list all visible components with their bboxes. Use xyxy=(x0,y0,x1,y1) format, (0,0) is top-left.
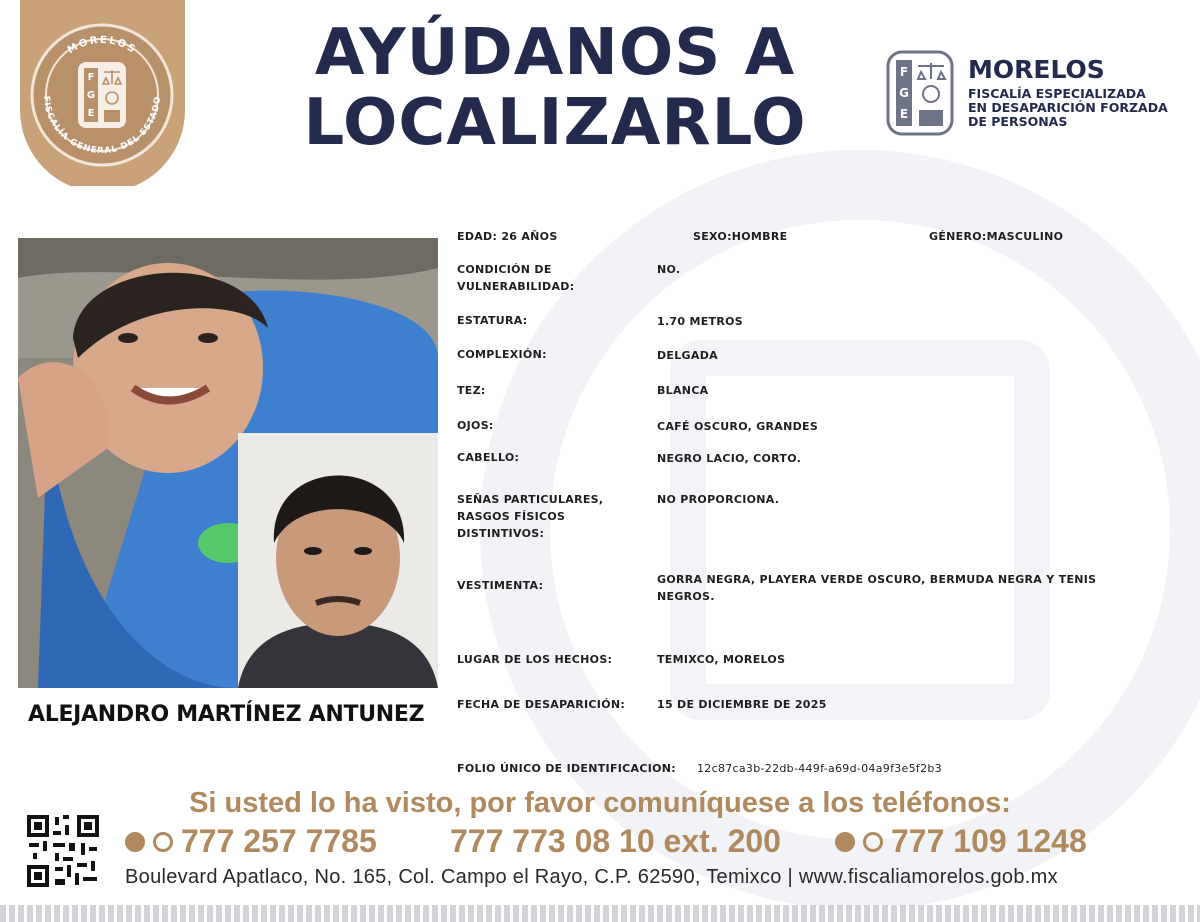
detail-label: LUGAR DE LOS HECHOS: xyxy=(457,653,613,666)
agency-name: MORELOS xyxy=(968,55,1105,84)
phone-number[interactable]: 777 257 7785 xyxy=(181,823,377,859)
svg-text:FISCALÍA GENERAL DEL ESTADO: FISCALÍA GENERAL DEL ESTADO xyxy=(40,95,164,157)
svg-text:G: G xyxy=(899,86,909,100)
detail-label: FECHA DE DESAPARICIÓN: xyxy=(457,698,626,711)
headline-line-2: LOCALIZARLO xyxy=(303,86,807,160)
phone-3[interactable] xyxy=(835,823,1087,860)
sex-field: SEXO:HOMBRE xyxy=(693,230,788,243)
svg-text:F: F xyxy=(87,72,95,83)
detail-value: TEMIXCO, MORELOS xyxy=(657,653,786,666)
age-field: EDAD: 26 AÑOS xyxy=(457,230,558,243)
detail-value: GORRA NEGRA, PLAYERA VERDE OSCURO, BERMUDA NEGRA Y TENIS NEGROS. xyxy=(657,573,1097,603)
agency-subtitle-line: FISCALÍA ESPECIALIZADA xyxy=(968,86,1146,101)
person-photo-inset xyxy=(238,433,438,688)
folio-value: 12c87ca3b-22db-449f-a69d-04a9f3e5f2b3 xyxy=(697,762,942,775)
fge-badge-logo xyxy=(20,0,185,186)
qr-code-icon[interactable] xyxy=(25,813,101,889)
detail-value: CAFÉ OSCURO, GRANDES xyxy=(657,420,819,433)
svg-text:E: E xyxy=(87,108,95,119)
svg-text:F: F xyxy=(899,65,909,79)
detail-value: 1.70 METROS xyxy=(657,315,743,328)
detail-value: NO PROPORCIONA. xyxy=(657,493,780,506)
svg-text:MORELOS: MORELOS xyxy=(65,34,139,57)
missing-person-name: ALEJANDRO MARTÍNEZ ANTUNEZ xyxy=(28,702,425,727)
headline-line-1: AYÚDANOS A xyxy=(314,16,796,90)
detail-label: CONDICIÓN DE VULNERABILIDAD: xyxy=(457,263,575,293)
folio-label: FOLIO ÚNICO DE IDENTIFICACION: xyxy=(457,762,676,775)
agency-subtitle-line: EN DESAPARICIÓN FORZADA xyxy=(968,100,1168,115)
detail-value: DELGADA xyxy=(657,349,718,362)
call-to-action: Si usted lo ha visto, por favor comuníquese a los teléfonos: xyxy=(189,787,1011,819)
detail-label: VESTIMENTA: xyxy=(457,579,544,592)
detail-value: NO. xyxy=(657,263,681,276)
whatsapp-icon xyxy=(153,832,173,852)
detail-label: ESTATURA: xyxy=(457,314,528,327)
detail-value: BLANCA xyxy=(657,384,709,397)
details-panel xyxy=(457,0,1157,800)
svg-text:E: E xyxy=(899,107,909,121)
phone-number[interactable]: 777 109 1248 xyxy=(891,823,1087,859)
detail-label: OJOS: xyxy=(457,419,494,432)
detail-label: SEÑAS PARTICULARES, RASGOS FÍSICOS DISTINTIVOS: xyxy=(457,493,604,540)
gender-field: GÉNERO:MASCULINO xyxy=(929,230,1064,243)
phone-2[interactable] xyxy=(450,823,781,860)
detail-label: CABELLO: xyxy=(457,451,520,464)
detail-value: NEGRO LACIO, CORTO. xyxy=(657,452,802,465)
signal-icon xyxy=(125,832,145,852)
decorative-border xyxy=(0,905,1200,922)
address-and-website[interactable]: Boulevard Apatlaco, No. 165, Col. Campo el Rayo, C.P. 62590, Temixco | www.fiscaliamorelos.gob.mx xyxy=(125,866,1058,888)
phone-numbers xyxy=(125,823,1085,863)
signal-icon xyxy=(835,832,855,852)
detail-value: 15 DE DICIEMBRE DE 2025 xyxy=(657,698,827,711)
svg-text:G: G xyxy=(86,90,96,101)
phone-1[interactable] xyxy=(125,823,377,860)
detail-label: TEZ: xyxy=(457,384,486,397)
whatsapp-icon xyxy=(863,832,883,852)
phone-number[interactable]: 777 773 08 10 ext. 200 xyxy=(450,823,781,859)
detail-label: COMPLEXIÓN: xyxy=(457,348,547,361)
agency-subtitle-line: DE PERSONAS xyxy=(968,114,1068,129)
